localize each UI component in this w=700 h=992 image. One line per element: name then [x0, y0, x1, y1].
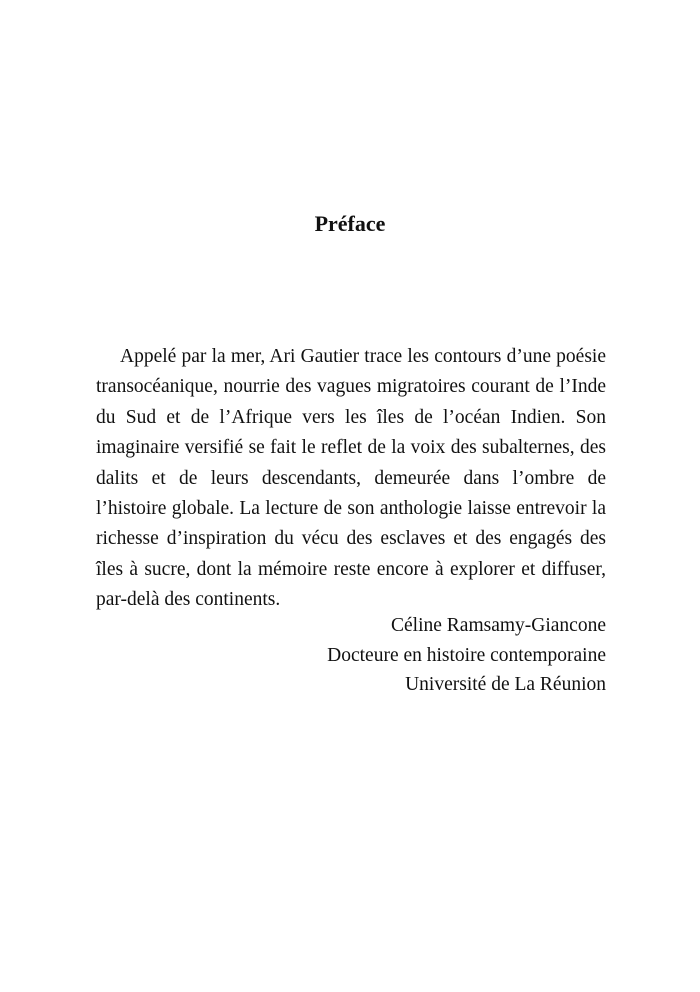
author-name: Céline Ramsamy-Giancone	[391, 615, 606, 636]
preface-paragraph: Appelé par la mer, Ari Gautier trace les contours d’une poésie transocéanique, nourrie des vagues migratoires courant de l’Inde du Sud et de l’Afrique vers les îles de l’océan Indien. Son imaginaire versifié se fait le reflet de la voix des subalternes, des dalits et de leurs descendants, demeurée dans l’ombre de l’histoire globale. La lecture de son anthologie laisse entrevoir la richesse d’inspiration du vécu des esclaves et des engagés des îles à sucre, dont la mémoire reste encore à explorer et diffuser, par-delà des continents.	[96, 346, 606, 611]
signature-block	[327, 611, 606, 700]
author-role: Docteure en histoire contemporaine	[327, 644, 606, 666]
author-institution: Université de La Réunion	[405, 674, 606, 695]
page-title: Préface	[314, 211, 386, 236]
